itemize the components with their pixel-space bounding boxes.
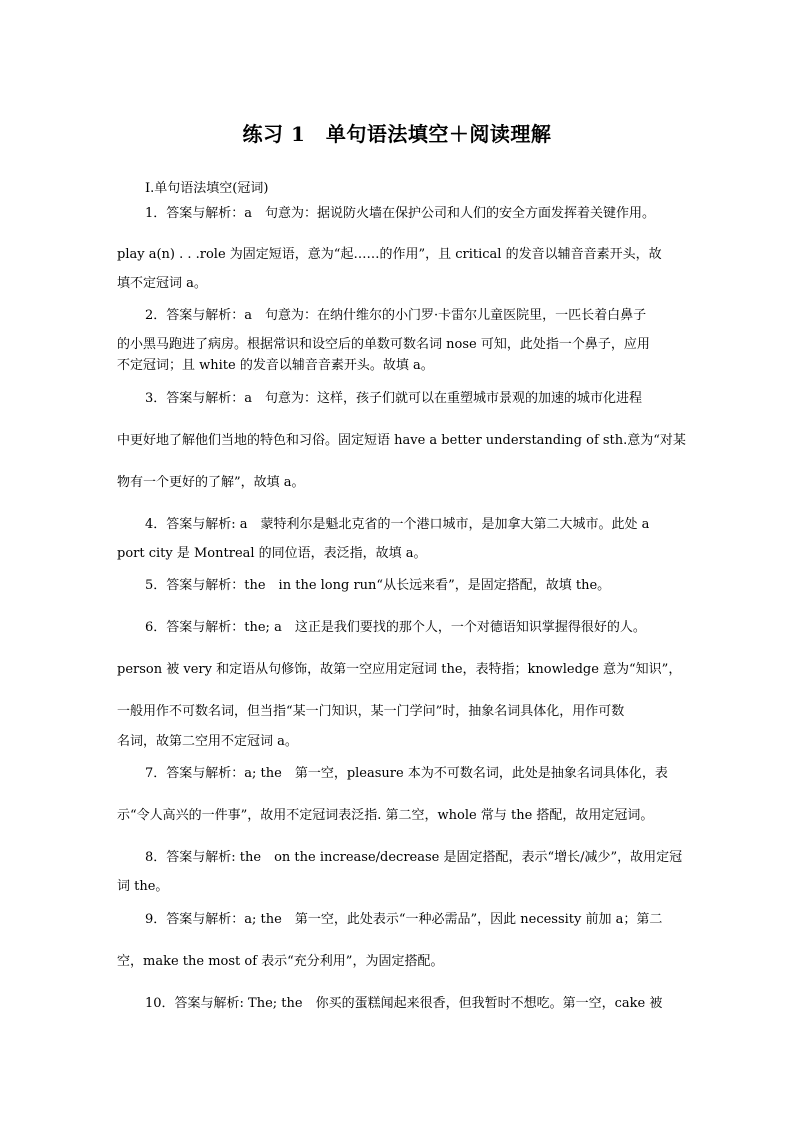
answer-6-line-1: 6．答案与解析：the; a 这正是我们要找的那个人，一个对德语知识掌握得很好的人。 (145, 620, 646, 635)
answer-9-line-1: 9．答案与解析：a; the 第一空，此处表示“一种必需品”，因此 necessity 前加 a；第二 (145, 912, 663, 927)
answer-4-line-1: 4．答案与解析: a 蒙特利尔是魁北克省的一个港口城市，是加拿大第二大城市。此处 a (145, 517, 650, 532)
answer-7-line-1: 7．答案与解析：a; the 第一空，pleasure 本为不可数名词，此处是抽象名词具体化，表 (145, 766, 668, 781)
answer-9-line-2: 空，make the most of 表示“充分利用”，为固定搭配。 (117, 954, 444, 969)
answer-1-line-2: play a(n) . . .role 为固定短语，意为“起……的作用”，且 critical 的发音以辅音音素开头，故 (117, 247, 662, 262)
answer-1-line-1: 1．答案与解析：a 句意为：据说防火墙在保护公司和人们的安全方面发挥着关键作用。 (145, 206, 656, 221)
answer-10-line-1: 10．答案与解析: The; the 你买的蛋糕闻起来很香，但我暂时不想吃。第一空，cake 被 (145, 996, 663, 1011)
answer-6-line-2: person 被 very 和定语从句修饰，故第一空应用定冠词 the，表特指；knowledge 意为“知识”， (117, 662, 682, 677)
answer-8-line-1: 8．答案与解析: the on the increase/decrease 是固定搭配，表示“增长/减少”，故用定冠 (145, 850, 683, 865)
answer-2-line-1: 2．答案与解析：a 句意为：在纳什维尔的小门罗·卡雷尔儿童医院里，一匹长着白鼻子 (145, 308, 647, 323)
section-heading: Ⅰ.单句语法填空(冠词) (145, 181, 269, 196)
answer-3-line-1: 3．答案与解析：a 句意为：这样，孩子们就可以在重塑城市景观的加速的城市化进程 (145, 391, 643, 406)
page-title: 练习 1 单句语法填空＋阅读理解 (242, 122, 552, 146)
answer-7-line-2: 示“令人高兴的一件事”，故用不定冠词表泛指. 第二空，whole 常与 the 搭配，故用定冠词。 (117, 808, 654, 823)
answer-4-line-2: port city 是 Montreal 的同位语，表泛指，故填 a。 (117, 546, 427, 561)
answer-6-line-3: 一般用作不可数名词，但当指“某一门知识，某一门学问”时，抽象名词具体化，用作可数 (117, 704, 625, 719)
answer-2-line-2: 的小黑马跑进了病房。根据常识和设空后的单数可数名词 nose 可知，此处指一个鼻子，应用 (117, 337, 650, 352)
answer-3-line-3: 物有一个更好的了解”，故填 a。 (117, 475, 305, 490)
answer-2-line-3: 不定冠词；且 white 的发音以辅音音素开头。故填 a。 (117, 358, 434, 373)
answer-5-line-1: 5．答案与解析：the in the long run“从长远来看”，是固定搭配，故填 the。 (145, 578, 611, 593)
answer-6-line-4: 名词，故第二空用不定冠词 a。 (117, 734, 298, 749)
answer-8-line-2: 词 the。 (117, 879, 169, 894)
answer-1-line-3: 填不定冠词 a。 (117, 276, 207, 291)
answer-3-line-2: 中更好地了解他们当地的特色和习俗。固定短语 have a better understanding of sth.意为“对某 (117, 433, 686, 448)
